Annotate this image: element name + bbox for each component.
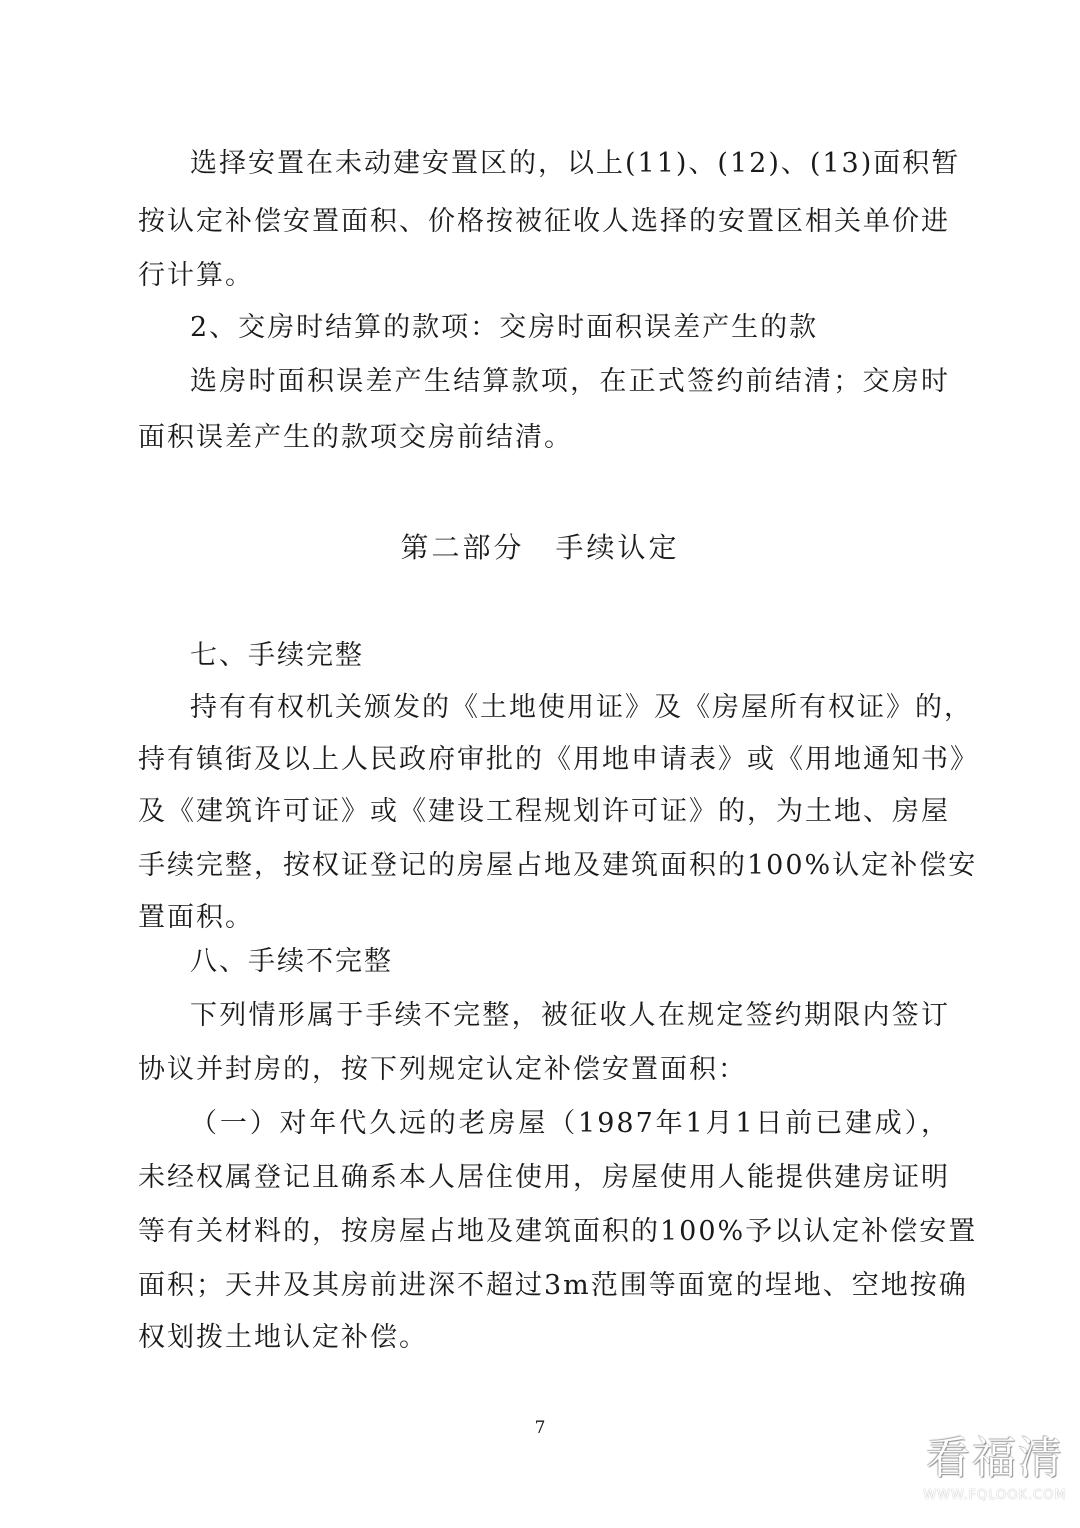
watermark-logo xyxy=(920,1432,1070,1512)
paragraph-line: 协议并封房的，按下列规定认定补偿安置面积： xyxy=(138,1054,747,1085)
paragraph-line: 持有镇街及以上人民政府审批的《用地申请表》或《用地通知书》 xyxy=(138,744,979,775)
section-title: 第二部分 手续认定 xyxy=(400,531,680,564)
section-heading: 七、手续完整 xyxy=(190,640,364,671)
paragraph-line: 选择安置在未动建安置区的，以上(11)、(12)、(13)面积暂 xyxy=(190,148,961,179)
paragraph-line: 面积；天井及其房前进深不超过3m范围等面宽的埕地、空地按确 xyxy=(138,1270,968,1301)
paragraph-line: 2、交房时结算的款项：交房时面积误差产生的款 xyxy=(190,312,819,343)
paragraph-line: 未经权属登记且确系本人居住使用，房屋使用人能提供建房证明 xyxy=(138,1162,950,1193)
paragraph-line: 持有有权机关颁发的《土地使用证》及《房屋所有权证》的， xyxy=(190,692,973,723)
paragraph-line: 下列情形属于手续不完整，被征收人在规定签约期限内签订 xyxy=(190,1000,950,1031)
paragraph-line: 等有关材料的，按房屋占地及建筑面积的100%予以认定补偿安置 xyxy=(138,1216,978,1247)
paragraph-line: （一）对年代久远的老房屋（1987年1月1日前已建成）， xyxy=(190,1108,950,1139)
paragraph-line: 置面积。 xyxy=(138,902,254,933)
paragraph-line: 行计算。 xyxy=(138,260,254,291)
paragraph-line: 及《建筑许可证》或《建设工程规划许可证》的，为土地、房屋 xyxy=(138,796,950,827)
paragraph-line: 面积误差产生的款项交房前结清。 xyxy=(138,422,573,453)
watermark-url: WWW.FQLOOK.COM xyxy=(923,1488,1067,1503)
paragraph-line: 权划拨土地认定补偿。 xyxy=(138,1322,428,1353)
watermark-text: 看福清 xyxy=(926,1433,1064,1484)
paragraph-line: 手续完整，按权证登记的房屋占地及建筑面积的100%认定补偿安 xyxy=(138,850,978,881)
section-heading: 八、手续不完整 xyxy=(190,946,393,977)
page-number: 7 xyxy=(534,1418,546,1438)
paragraph-line: 选房时面积误差产生结算款项，在正式签约前结清；交房时 xyxy=(190,366,950,397)
paragraph-line: 按认定补偿安置面积、价格按被征收人选择的安置区相关单价进 xyxy=(138,206,950,237)
